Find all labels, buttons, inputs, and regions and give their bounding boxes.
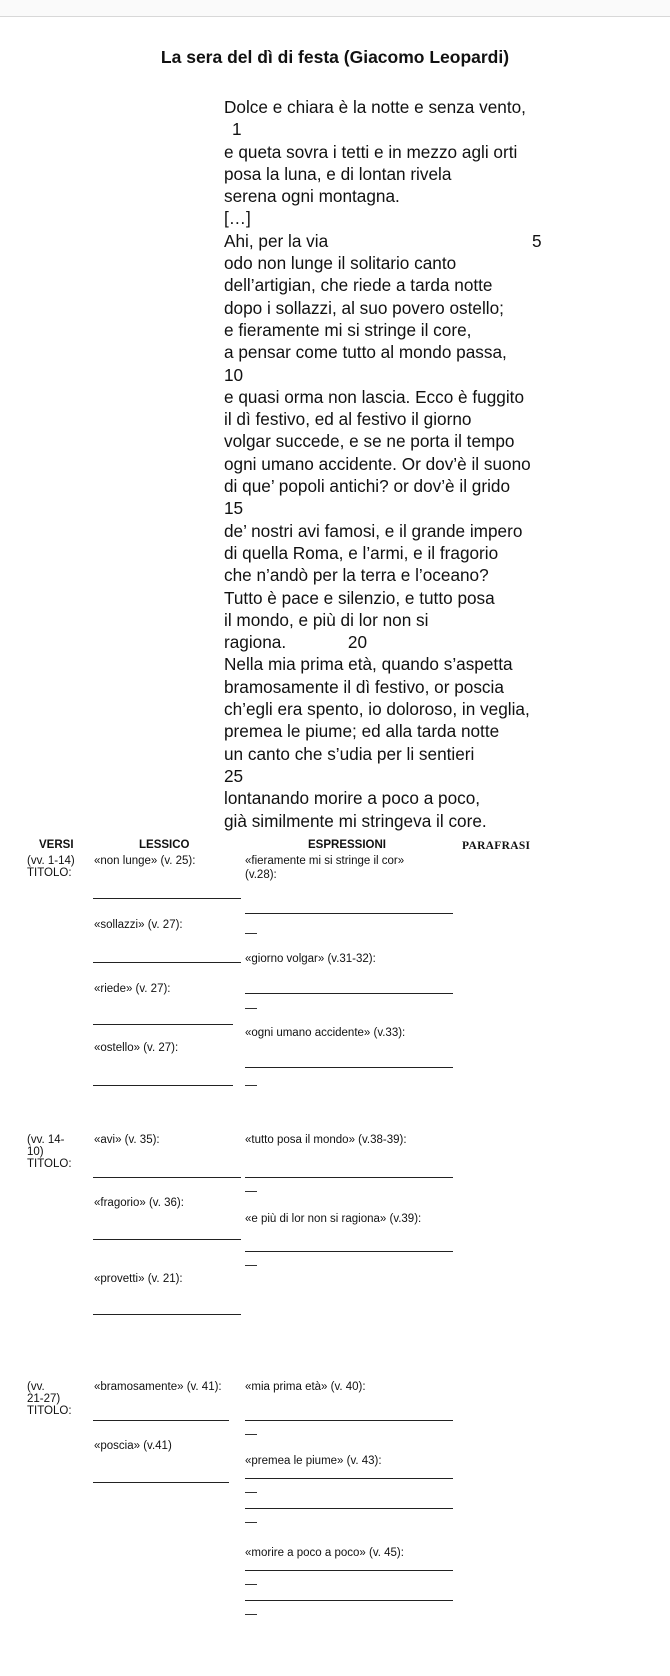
poem-line-number: 20 (347, 632, 368, 653)
poem-line: Tutto è pace e silenzio, e tutto posa (224, 587, 495, 608)
lessico-item: «non lunge» (v. 25): (94, 855, 196, 867)
espressione-item: (v.28): (245, 869, 277, 881)
poem-line: di quella Roma, e l’armi, e il fragorio (224, 542, 499, 563)
answer-line[interactable] (245, 1420, 453, 1421)
versi-range: (vv. 1-14) (27, 855, 75, 867)
titolo-label: TITOLO: (27, 1405, 72, 1417)
answer-line[interactable] (93, 1085, 233, 1086)
poem-line: il dì festivo, ed al festivo il giorno (224, 409, 472, 430)
header-versi: VERSI (39, 839, 74, 851)
poem-line-number: 10 (224, 364, 244, 385)
poem-line: […] (224, 208, 251, 229)
poem-line: Nella mia prima età, quando s’aspetta (224, 654, 513, 675)
poem-line: posa la luna, e di lontan rivela (224, 163, 452, 184)
versi-range: 10) (27, 1146, 44, 1158)
lessico-item: «bramosamente» (v. 41): (94, 1381, 222, 1393)
answer-line[interactable] (245, 1508, 453, 1509)
espressione-item: «ogni umano accidente» (v.33): (245, 1027, 406, 1039)
poem-line: volgar succede, e se ne porta il tempo (224, 431, 515, 452)
poem-line: che n’andò per la terra e l’oceano? (224, 565, 489, 586)
header-lessico: LESSICO (139, 839, 190, 851)
answer-line[interactable] (93, 1177, 241, 1178)
poem-line: lontanando morire a poco a poco, (224, 788, 481, 809)
poem-line-number: 5 (532, 230, 542, 251)
poem-line: premea le piume; ed alla tarda notte (224, 721, 500, 742)
espressione-item: «premea le piume» (v. 43): (245, 1455, 382, 1467)
header-parafrasi: PARAFRASI (462, 840, 531, 852)
answer-dash[interactable] (245, 1522, 257, 1523)
lessico-item: «provetti» (v. 21): (94, 1273, 183, 1285)
answer-dash[interactable] (245, 1008, 257, 1009)
poem-line: dopo i sollazzi, al suo povero ostello; (224, 297, 504, 318)
header-espressioni: ESPRESSIONI (308, 839, 386, 851)
answer-line[interactable] (93, 1482, 229, 1483)
poem-line: Dolce e chiara è la notte e senza vento, (224, 97, 526, 117)
answer-line[interactable] (245, 913, 453, 914)
answer-dash[interactable] (245, 1584, 257, 1585)
answer-line[interactable] (93, 1024, 233, 1025)
versi-range: (vv. (27, 1381, 45, 1393)
lessico-item: «riede» (v. 27): (94, 983, 171, 995)
answer-dash[interactable] (245, 1085, 257, 1086)
espressione-item: «giorno volgar» (v.31-32): (245, 953, 376, 965)
versi-range: 21-27) (27, 1393, 61, 1405)
top-bar (0, 0, 670, 17)
lessico-item: «ostello» (v. 27): (94, 1042, 179, 1054)
answer-dash[interactable] (245, 933, 257, 934)
answer-line[interactable] (93, 1314, 241, 1315)
poem-line: un canto che s’udia per li sentieri (224, 743, 475, 764)
lessico-item: «avi» (v. 35): (94, 1134, 160, 1146)
poem-line-number: 1 (232, 119, 242, 140)
poem-line-text: ragiona. (224, 632, 287, 653)
poem-line: il mondo, e più di lor non si (224, 609, 429, 630)
poem-text (224, 96, 584, 832)
lessico-item: «fragorio» (v. 36): (94, 1197, 184, 1209)
espressione-item: «e più di lor non si ragiona» (v.39): (245, 1213, 422, 1225)
poem-line: e fieramente mi si stringe il core, (224, 319, 472, 340)
poem-line: a pensar come tutto al mondo passa, (224, 342, 507, 363)
poem-line (224, 631, 584, 653)
answer-line[interactable] (93, 1239, 241, 1240)
poem-line: dell’artigian, che riede a tarda notte (224, 275, 493, 296)
answer-line[interactable] (93, 962, 241, 963)
page-title: La sera del dì di festa (Giacomo Leopardi) (160, 47, 510, 67)
espressione-item: «morire a poco a poco» (v. 45): (245, 1547, 404, 1559)
answer-dash[interactable] (245, 1492, 257, 1493)
poem-line (224, 230, 584, 252)
poem-line: e queta sovra i tetti e in mezzo agli orti (224, 141, 518, 162)
answer-dash[interactable] (245, 1191, 257, 1192)
answer-line[interactable] (245, 1067, 453, 1068)
titolo-label: TITOLO: (27, 1158, 72, 1170)
answer-line[interactable] (245, 1570, 453, 1571)
poem-line-text: Ahi, per la via (224, 230, 329, 251)
poem-line: ch’egli era spento, io doloroso, in veglia, (224, 699, 530, 720)
poem-line: ogni umano accidente. Or dov’è il suono (224, 453, 531, 474)
poem-line: de’ nostri avi famosi, e il grande impero (224, 520, 523, 541)
poem-line: bramosamente il dì festivo, or poscia (224, 676, 504, 697)
poem-line-number: 25 (224, 765, 244, 786)
poem-line: e quasi orma non lascia. Ecco è fuggito (224, 386, 525, 407)
answer-dash[interactable] (245, 1265, 257, 1266)
espressione-item: «mia prima età» (v. 40): (245, 1381, 366, 1393)
poem-line-number: 15 (224, 498, 244, 519)
answer-line[interactable] (245, 1251, 453, 1252)
answer-line[interactable] (245, 1177, 453, 1178)
answer-line[interactable] (245, 993, 453, 994)
answer-dash[interactable] (245, 1434, 257, 1435)
titolo-label: TITOLO: (27, 867, 72, 879)
answer-line[interactable] (245, 1600, 453, 1601)
poem-line: già similmente mi stringeva il core. (224, 810, 487, 831)
espressione-item: «fieramente mi si stringe il cor» (245, 855, 405, 867)
lessico-item: «sollazzi» (v. 27): (94, 919, 183, 931)
answer-line[interactable] (93, 1420, 229, 1421)
espressione-item: «tutto posa il mondo» (v.38-39): (245, 1134, 407, 1146)
poem-line: serena ogni montagna. (224, 186, 400, 207)
answer-dash[interactable] (245, 1614, 257, 1615)
poem-line: di que’ popoli antichi? or dov’è il grido (224, 476, 511, 497)
poem-line: odo non lunge il solitario canto (224, 253, 457, 274)
versi-range: (vv. 14- (27, 1134, 65, 1146)
answer-line[interactable] (93, 898, 241, 899)
answer-line[interactable] (245, 1478, 453, 1479)
lessico-item: «poscia» (v.41) (94, 1440, 172, 1452)
